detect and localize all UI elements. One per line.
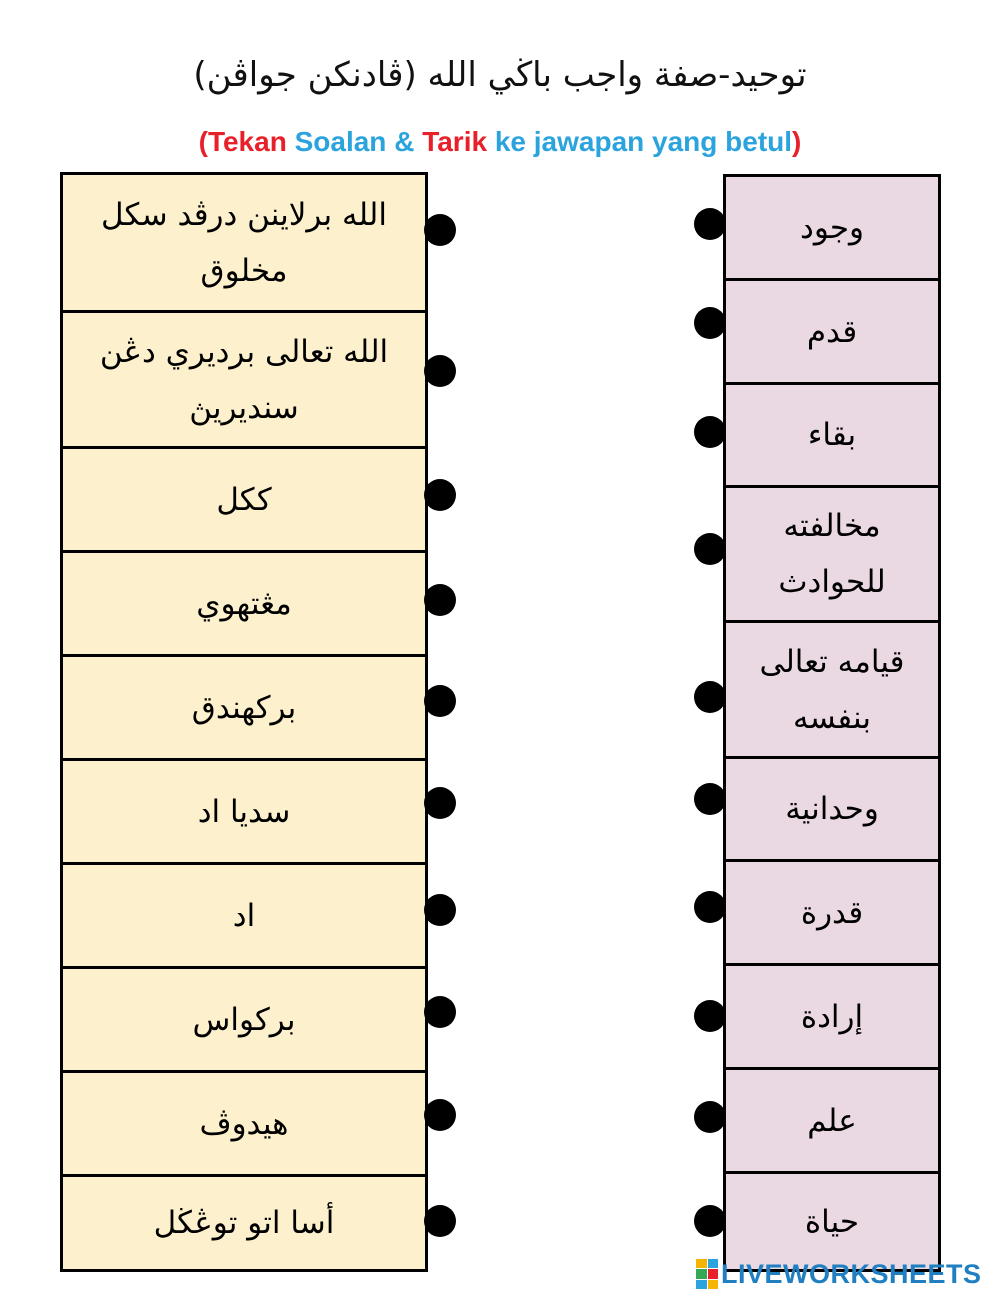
instruction-soalan: Soalan bbox=[294, 126, 387, 157]
question-text: هيدوڤ bbox=[199, 1105, 289, 1142]
question-box[interactable] bbox=[63, 758, 425, 862]
question-connector-dot[interactable] bbox=[424, 1205, 456, 1237]
answer-box[interactable] bbox=[726, 1067, 938, 1171]
liveworksheets-logo-text: LIVEWORKSHEETS bbox=[721, 1258, 982, 1289]
answer-text: وحدانية bbox=[785, 791, 879, 827]
liveworksheets-logo bbox=[696, 1256, 996, 1292]
instruction-rest: ke jawapan yang betul bbox=[494, 126, 793, 157]
answer-column bbox=[723, 174, 941, 1272]
answer-box[interactable] bbox=[726, 859, 938, 963]
answer-text: وجود bbox=[800, 209, 864, 246]
question-text: الله برلاينن درڤد سکل مخلوق bbox=[101, 196, 387, 289]
instruction-tekan: Tekan bbox=[207, 126, 287, 157]
question-box[interactable] bbox=[63, 175, 425, 310]
answer-connector-dot[interactable] bbox=[694, 208, 726, 240]
question-connector-dot[interactable] bbox=[424, 479, 456, 511]
answer-connector-dot[interactable] bbox=[694, 533, 726, 565]
answer-text: حياة bbox=[804, 1203, 860, 1240]
instruction-close-paren: ) bbox=[792, 126, 802, 157]
answer-box[interactable] bbox=[726, 177, 938, 278]
question-box[interactable] bbox=[63, 966, 425, 1070]
question-text: برکواس bbox=[192, 1001, 296, 1038]
answer-box[interactable] bbox=[726, 620, 938, 756]
question-connector-dot[interactable] bbox=[424, 214, 456, 246]
instruction-tarik: Tarik bbox=[422, 126, 488, 157]
instruction-text bbox=[0, 120, 1000, 164]
answer-text: مخالفته للحوادث bbox=[778, 508, 886, 600]
question-connector-dot[interactable] bbox=[424, 996, 456, 1028]
question-box[interactable] bbox=[63, 862, 425, 966]
question-text: سديا اد bbox=[197, 793, 291, 830]
question-box[interactable] bbox=[63, 550, 425, 654]
answer-connector-dot[interactable] bbox=[694, 891, 726, 923]
question-text: برکهندق bbox=[191, 689, 297, 726]
answer-connector-dot[interactable] bbox=[694, 416, 726, 448]
answer-text: بقاء bbox=[807, 417, 857, 453]
question-text: ککل bbox=[216, 481, 272, 518]
answer-text: قيامه تعالى بنفسه bbox=[759, 643, 905, 736]
question-connector-dot[interactable] bbox=[424, 355, 456, 387]
question-box[interactable] bbox=[63, 446, 425, 550]
answer-text: قدرة bbox=[800, 894, 864, 931]
answer-text: قدم bbox=[806, 313, 858, 350]
answer-connector-dot[interactable] bbox=[694, 1101, 726, 1133]
question-box[interactable] bbox=[63, 1174, 425, 1269]
question-connector-dot[interactable] bbox=[424, 787, 456, 819]
question-box[interactable] bbox=[63, 310, 425, 446]
answer-text: إرادة bbox=[800, 998, 864, 1035]
liveworksheets-logo-icon bbox=[696, 1259, 718, 1289]
question-connector-dot[interactable] bbox=[424, 685, 456, 717]
answer-box[interactable] bbox=[726, 756, 938, 859]
answer-box[interactable] bbox=[726, 963, 938, 1067]
question-box[interactable] bbox=[63, 654, 425, 758]
question-connector-dot[interactable] bbox=[424, 894, 456, 926]
question-text: مڠتهوي bbox=[196, 585, 292, 622]
question-column bbox=[60, 172, 428, 1272]
question-text: اد bbox=[232, 897, 256, 934]
answer-connector-dot[interactable] bbox=[694, 681, 726, 713]
answer-connector-dot[interactable] bbox=[694, 1205, 726, 1237]
answer-box[interactable] bbox=[726, 278, 938, 382]
question-text: أسا اتو توڠڬل bbox=[153, 1205, 335, 1241]
question-text: الله تعالى برديري دڠن سنديريڽ bbox=[99, 333, 389, 426]
answer-box[interactable] bbox=[726, 1171, 938, 1269]
page-title: توحيد-صفة واجب باڬي الله (ڤادنكن جواڤن) bbox=[193, 55, 807, 95]
instruction-amp: & bbox=[394, 126, 415, 157]
question-connector-dot[interactable] bbox=[424, 1099, 456, 1131]
answer-connector-dot[interactable] bbox=[694, 1000, 726, 1032]
instruction-open-paren: ( bbox=[198, 126, 208, 157]
answer-connector-dot[interactable] bbox=[694, 783, 726, 815]
question-connector-dot[interactable] bbox=[424, 584, 456, 616]
answer-box[interactable] bbox=[726, 382, 938, 485]
answer-box[interactable] bbox=[726, 485, 938, 620]
answer-text: علم bbox=[807, 1102, 857, 1139]
answer-connector-dot[interactable] bbox=[694, 307, 726, 339]
question-box[interactable] bbox=[63, 1070, 425, 1174]
